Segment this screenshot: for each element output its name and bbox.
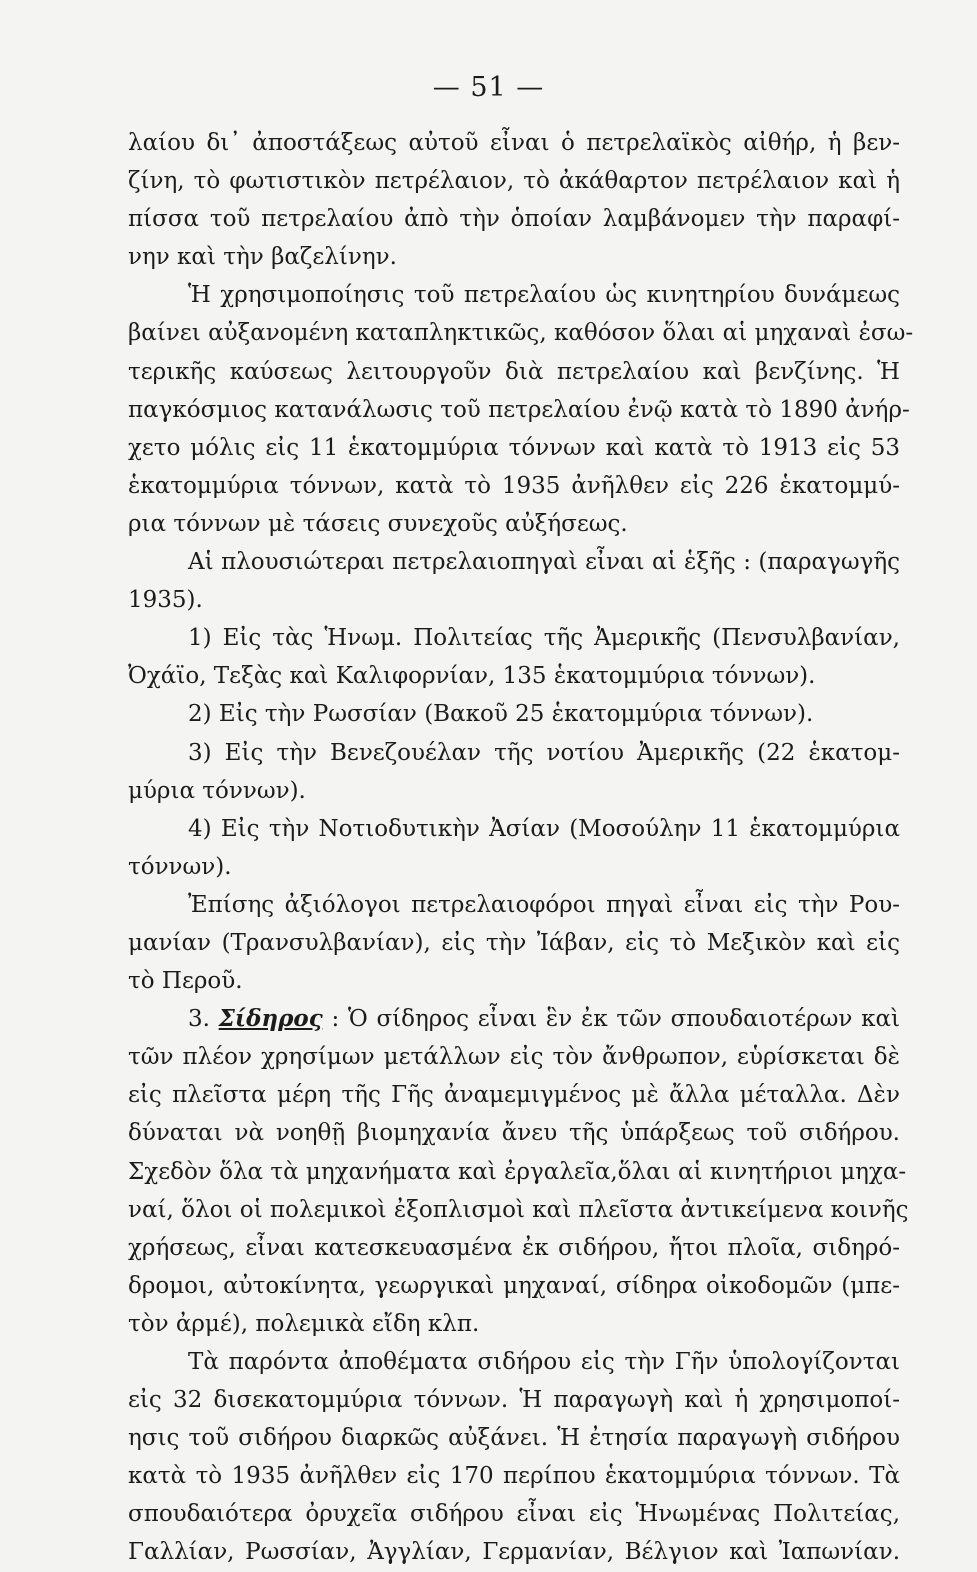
text-line: Ἐπίσης ἀξιόλογοι πετρελαιοφόροι πηγαὶ εἶναι εἰς τὴν Ρου- bbox=[188, 891, 900, 918]
text-line: Ἡ χρησιμοποίησις τοῦ πετρελαίου ὡς κινητηρίου δυνάμεως bbox=[188, 282, 900, 309]
text-line: 2) Εἰς τὴν Ρωσσίαν (Βακοῦ 25 ἑκατομμύρια τόννων). bbox=[188, 701, 814, 728]
text-line: ναί, ὅλοι οἱ πολεμικοὶ ἐξοπλισμοὶ καὶ πλεῖστα ἀντικείμενα κοινῆς bbox=[128, 1196, 909, 1223]
text-line: τῶν πλέον χρησίμων μετάλλων εἰς τὸν ἄνθρωπον, εὑρίσκεται δὲ bbox=[128, 1044, 900, 1071]
page-number: — 51 — bbox=[432, 72, 545, 103]
section-heading-line bbox=[128, 1000, 900, 1038]
text-line: Τὰ παρόντα ἀποθέματα σιδήρου εἰς τὴν Γῆν ὑπολογίζονται bbox=[188, 1349, 900, 1375]
text-line: 1) Εἰς τὰς Ἡνωμ. Πολιτείας τῆς Ἀμερικῆς (Πενσυλβανίαν, bbox=[188, 625, 900, 652]
body-text bbox=[128, 124, 914, 1572]
text-line: χετο μόλις εἰς 11 ἑκατομμύρια τόννων καὶ κατὰ τὸ 1913 εἰς 53 bbox=[128, 434, 900, 461]
text-line: ζίνη, τὸ φωτιστικὸν πετρέλαιον, τὸ ἀκάθαρτον πετρέλαιον καὶ ἡ bbox=[128, 168, 900, 195]
text-line: 3) Εἰς τὴν Βενεζουέλαν τῆς νοτίου Ἀμερικῆς (22 ἑκατομ- bbox=[188, 739, 900, 766]
text-line: πίσσα τοῦ πετρελαίου ἀπὸ τὴν ὁποίαν λαμβάνομεν τὴν παραφί- bbox=[128, 206, 900, 233]
section-title: Σίδηρος bbox=[218, 1005, 323, 1033]
text-line: μύρια τόννων). bbox=[128, 777, 306, 804]
text-line: ρια τόννων μὲ τάσεις συνεχοῦς αὐξήσεως. bbox=[128, 510, 628, 537]
text-line: ἑκατομμύρια τόννων, κατὰ τὸ 1935 ἀνῆλθεν εἰς 226 ἑκατομμύ- bbox=[128, 472, 900, 499]
text-line: κατὰ τὸ 1935 ἀνῆλθεν εἰς 170 περίπου ἑκατομμύρια τόννων. Τὰ bbox=[128, 1463, 900, 1490]
text-line: Αἱ πλουσιώτεραι πετρελαιοπηγαὶ εἶναι αἱ ἑξῆς : (παραγωγῆς bbox=[188, 549, 900, 576]
text-line: λαίου δι᾿ ἀποστάξεως αὐτοῦ εἶναι ὁ πετρελαϊκὸς αἰθήρ, ἡ βεν- bbox=[128, 130, 900, 156]
text-line: νην καὶ τὴν βαζελίνην. bbox=[128, 244, 397, 271]
text-line: δύναται νὰ νοηθῇ βιομηχανία ἄνευ τῆς ὑπάρξεως τοῦ σιδήρου. bbox=[128, 1120, 900, 1147]
section-number: 3. bbox=[188, 1006, 210, 1033]
text-line: χρήσεως, εἶναι κατεσκευασμένα ἐκ σιδήρου, ἤτοι πλοῖα, σιδηρό- bbox=[128, 1234, 900, 1261]
text-line: εἰς πλεῖστα μέρη τῆς Γῆς ἀναμεμιγμένος μὲ ἄλλα μέταλλα. Δὲν bbox=[128, 1082, 900, 1109]
text-line: Ὀχάϊο, Τεξὰς καὶ Καλιφορνίαν, 135 ἑκατομμύρια τόννων). bbox=[128, 663, 816, 690]
text-line: τὸν ἀρμέ), πολεμικὰ εἴδη κλπ. bbox=[128, 1310, 480, 1337]
text-line: δρομοι, αὐτοκίνητα, γεωργικαὶ μηχαναί, σίδηρα οἰκοδομῶν (μπε- bbox=[128, 1272, 900, 1299]
text-line: τὸ Περοῦ. bbox=[128, 968, 243, 995]
text-line: 4) Εἰς τὴν Νοτιοδυτικὴν Ἀσίαν (Μοσούλην 11 ἑκατομμύρια bbox=[188, 815, 900, 842]
section-intro: : Ὁ σίδηρος εἶναι ἓν ἐκ τῶν σπουδαιοτέρων καὶ bbox=[331, 1006, 901, 1033]
text-line: τόννων). bbox=[128, 853, 232, 880]
text-line: 1935). bbox=[128, 587, 203, 614]
text-line: εἰς 32 δισεκατομμύρια τόννων. Ἡ παραγωγὴ καὶ ἡ χρησιμοποί- bbox=[128, 1387, 900, 1414]
text-line: Σχεδὸν ὅλα τὰ μηχανήματα καὶ ἐργαλεῖα,ὅλαι αἱ κινητήριοι μηχα- bbox=[128, 1158, 907, 1185]
text-line: Γαλλίαν, Ρωσσίαν, Ἀγγλίαν, Γερμανίαν, Βέλγιον καὶ Ἰαπωνίαν. bbox=[128, 1539, 900, 1566]
text-line: σπουδαιότερα ὀρυχεῖα σιδήρου εἶναι εἰς Ἡνωμένας Πολιτείας, bbox=[128, 1501, 900, 1528]
text-line: ησις τοῦ σιδήρου διαρκῶς αὐξάνει. Ἡ ἐτησία παραγωγὴ σιδήρου bbox=[128, 1425, 900, 1452]
text-line: παγκόσμιος κατανάλωσις τοῦ πετρελαίου ἐνῷ κατὰ τὸ 1890 ἀνήρ- bbox=[128, 396, 910, 423]
text-line: μανίαν (Τρανσυλβανίαν), εἰς τὴν Ἰάβαν, εἰς τὸ Μεξικὸν καὶ εἰς bbox=[128, 929, 900, 956]
text-line: βαίνει αὐξανομένη καταπληκτικῶς, καθόσον ὅλαι αἱ μηχαναὶ ἐσω- bbox=[128, 320, 914, 347]
text-line: τερικῆς καύσεως λειτουργοῦν διὰ πετρελαίου καὶ βενζίνης. Ἡ bbox=[128, 358, 900, 385]
